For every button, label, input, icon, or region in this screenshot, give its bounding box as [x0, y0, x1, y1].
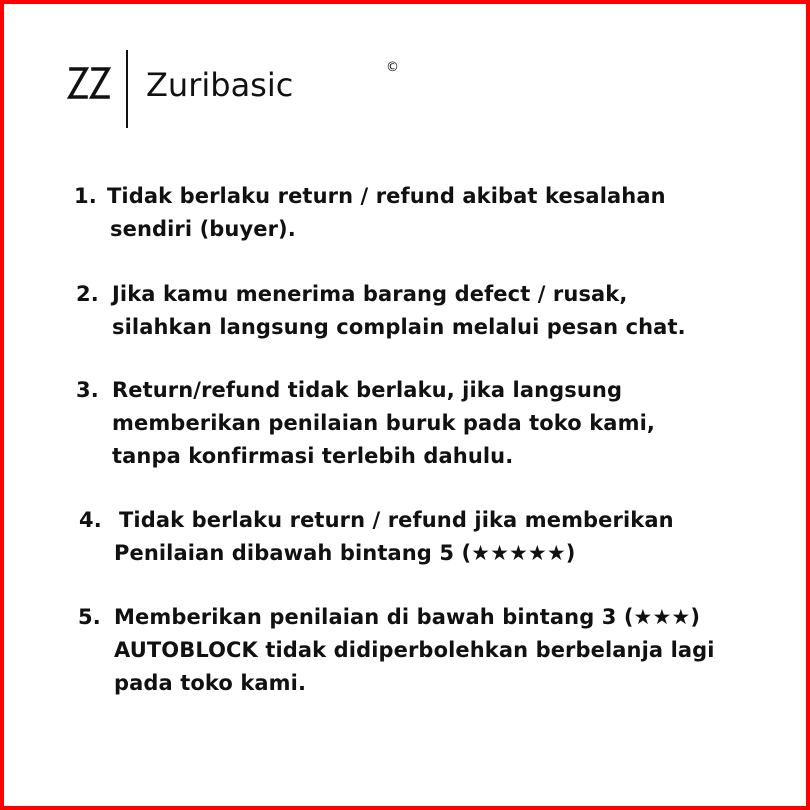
policy-line: pada toko kami. [114, 671, 307, 695]
copyright-icon: © [386, 60, 399, 75]
policy-line: memberikan penilaian buruk pada toko kami, [112, 411, 655, 435]
policy-number: 1. [74, 184, 97, 208]
policy-line: Return/refund tidak berlaku, jika langsung [112, 378, 623, 402]
brand-name: Zuribasic [146, 66, 294, 104]
policy-item-1 [74, 180, 666, 246]
policy-line: Tidak berlaku return / refund jika memberikan [119, 508, 674, 532]
policy-line: tanpa konfirmasi terlebih dahulu. [112, 444, 514, 468]
policy-number: 5. [78, 605, 101, 629]
policy-number: 2. [76, 282, 99, 306]
policy-number: 4. [79, 508, 102, 532]
zz-monogram-logo-icon [66, 66, 112, 100]
policy-item-4 [79, 504, 674, 570]
policy-item-3 [76, 374, 655, 473]
policy-item-5 [78, 601, 715, 700]
policy-line: Memberikan penilaian di bawah bintang 3 (★★★) [114, 605, 701, 629]
policy-line: silahkan langsung complain melalui pesan chat. [112, 315, 686, 339]
policy-line: Penilaian dibawah bintang 5 (★★★★★) [114, 541, 576, 565]
policy-line: sendiri (buyer). [110, 217, 296, 241]
policy-line: AUTOBLOCK tidak didiperbolehkan berbelanja lagi [114, 638, 715, 662]
policy-number: 3. [76, 378, 99, 402]
policy-line: Jika kamu menerima barang defect / rusak, [112, 282, 628, 306]
policy-item-2 [76, 278, 686, 344]
policy-line: Tidak berlaku return / refund akibat kesalahan [107, 184, 666, 208]
logo-divider [126, 50, 128, 128]
